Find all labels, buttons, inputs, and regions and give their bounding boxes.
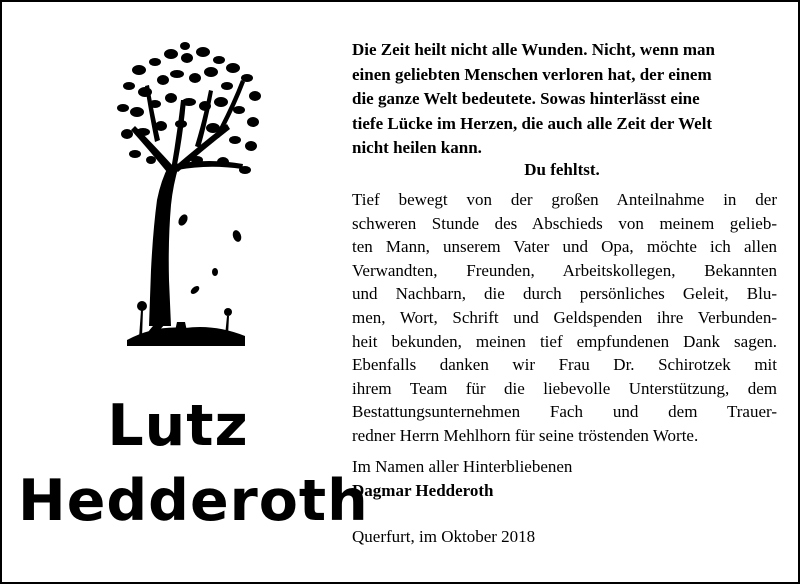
signature-intro: Im Namen aller Hinterbliebenen [352, 457, 573, 476]
thanks-line: heit bekunden, meinen tief empfundenen Dank sagen. [352, 331, 777, 351]
thanks-line: men, Wort, Schrift und Geldspenden ihre Verbunden- [352, 307, 777, 327]
motto-text [352, 38, 772, 161]
motto-line: einen geliebten Menschen verloren hat, der einem [352, 64, 712, 84]
motto-line: Die Zeit heilt nicht alle Wunden. Nicht, wenn man [352, 40, 716, 59]
motto-line: die ganze Welt bedeutete. Sowas hinterlässt eine [352, 89, 700, 108]
thanks-text [352, 188, 777, 448]
thanks-line: Ebenfalls danken wir Frau Dr. Schirotzek mit [352, 355, 777, 375]
place-date: Querfurt, im Oktober 2018 [352, 527, 536, 546]
thanks-line: ihrem Team für die liebevolle Unterstützung, dem [352, 378, 777, 398]
thanks-line: redner Herrn Mehlhorn für seine tröstenden Worte. [352, 425, 699, 445]
thanks-line: und Nachbarn, die durch persönliches Geleit, Blu- [352, 284, 777, 304]
deceased-first-name: Lutz [107, 393, 249, 459]
motto-closing: Du fehltst. [524, 160, 600, 179]
motto-line: tiefe Lücke im Herzen, die auch alle Zeit der Welt [352, 113, 713, 133]
thanks-line: schweren Stunde des Abschieds von meinem gelieb- [352, 213, 777, 233]
thanks-line: Tief bewegt von der großen Anteilnahme in der [352, 190, 777, 209]
thanks-line: ten Mann, unserem Vater und Opa, möchte ich allen [352, 237, 777, 257]
motto-line: nicht heilen kann. [352, 138, 482, 157]
deceased-last-name: Hedderoth [18, 468, 369, 534]
signature-name: Dagmar Hedderoth [352, 481, 494, 500]
thanks-line: Bestattungsunternehmen Fach und dem Trauer- [352, 402, 777, 422]
tree-icon [115, 40, 265, 355]
thanks-line: Verwandten, Freunden, Arbeitskollegen, Bekannten [352, 260, 777, 280]
